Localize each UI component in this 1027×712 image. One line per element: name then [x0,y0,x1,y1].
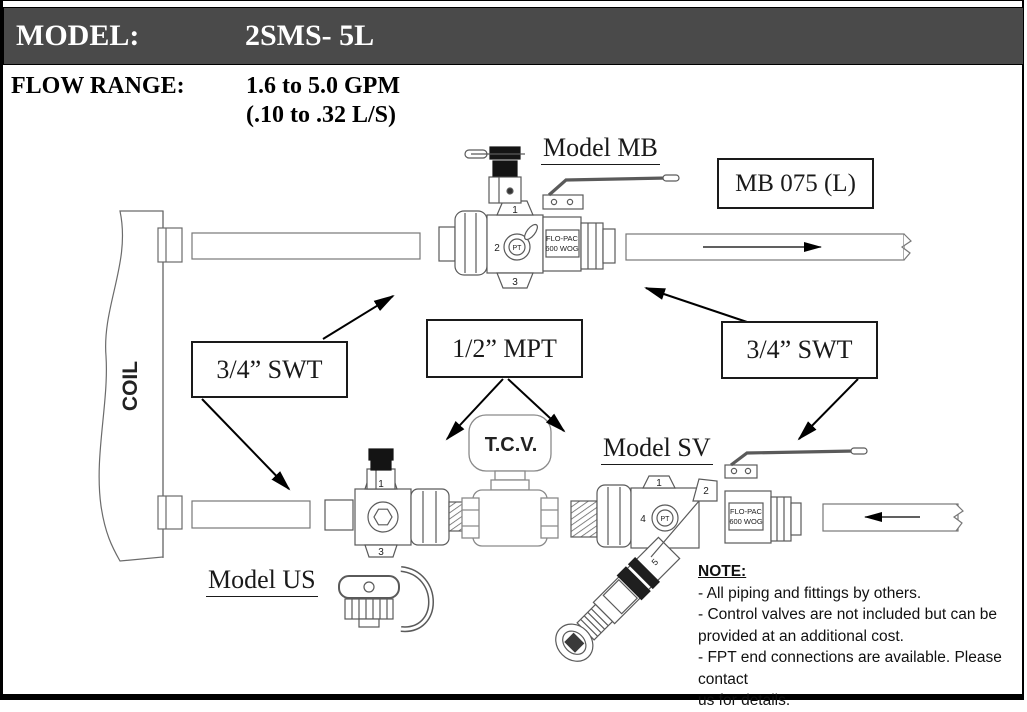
sv-flopac-1: FLO-PAC [730,507,762,516]
pipe-bottom-left [192,501,310,528]
note-title: NOTE: [698,563,747,580]
note-line: provided at an additional cost. [698,627,904,645]
model-value: 2SMS- 5L [245,19,375,52]
flow-range-gpm: 1.6 to 5.0 GPM [246,73,400,99]
mb-part-number-box: MB 075 (L) [717,158,874,209]
pipe-bottom-right [823,504,963,531]
arrow-swtright-to-mb [646,288,747,322]
sv-port-4: 4 [640,514,646,525]
sv-flopac-2: 600 WOG [729,517,763,526]
note-line: us for details. [698,692,791,709]
coil-drawing [99,211,182,561]
note-block [698,561,1018,712]
mb-port-3: 3 [512,277,518,288]
mb-port-1: 1 [512,205,518,216]
tcv-drawing [462,415,558,546]
note-line: - Control valves are not included but can be [698,606,997,623]
sv-pt-label: PT [660,516,670,523]
valve-us-drawing [325,449,483,629]
sv-port-1: 1 [656,478,662,489]
us-port-1: 1 [378,479,384,490]
note-line: - FPT end connections are available. Please contact [698,649,1002,688]
tcv-label: T.C.V. [484,434,538,456]
mpt-callout-box: 1/2” MPT [426,319,583,378]
mb-port-2: 2 [494,243,500,254]
sv-port-5: 5 [649,556,661,568]
pipe-top-left [192,233,420,259]
swt-left-callout-box: 3/4” SWT [191,341,348,398]
flow-range-ls: (.10 to .32 L/S) [246,102,396,128]
arrow-swtleft-to-pipe [202,399,289,489]
swt-right-callout-box: 3/4” SWT [721,321,878,379]
valve-mb-drawing [439,147,679,288]
mb-pt-label: PT [512,245,522,252]
coil-label: COIL [119,360,142,412]
model-label: MODEL: [16,19,140,52]
model-mb-label: Model MB [541,133,660,165]
model-sv-label: Model SV [601,433,713,465]
mb-flopac-1: FLO-PAC [546,234,578,243]
model-us-label: Model US [206,565,318,597]
us-port-3: 3 [378,547,384,558]
note-line: - All piping and fittings by others. [698,584,922,602]
pipe-top-right [626,234,911,260]
flow-range-label: FLOW RANGE: [11,73,185,99]
mb-flopac-2: 600 WOG [545,244,579,253]
sv-port-2: 2 [703,486,709,497]
arrow-swtleft-to-mb [323,296,393,339]
arrow-swtright-to-sv [799,379,858,439]
